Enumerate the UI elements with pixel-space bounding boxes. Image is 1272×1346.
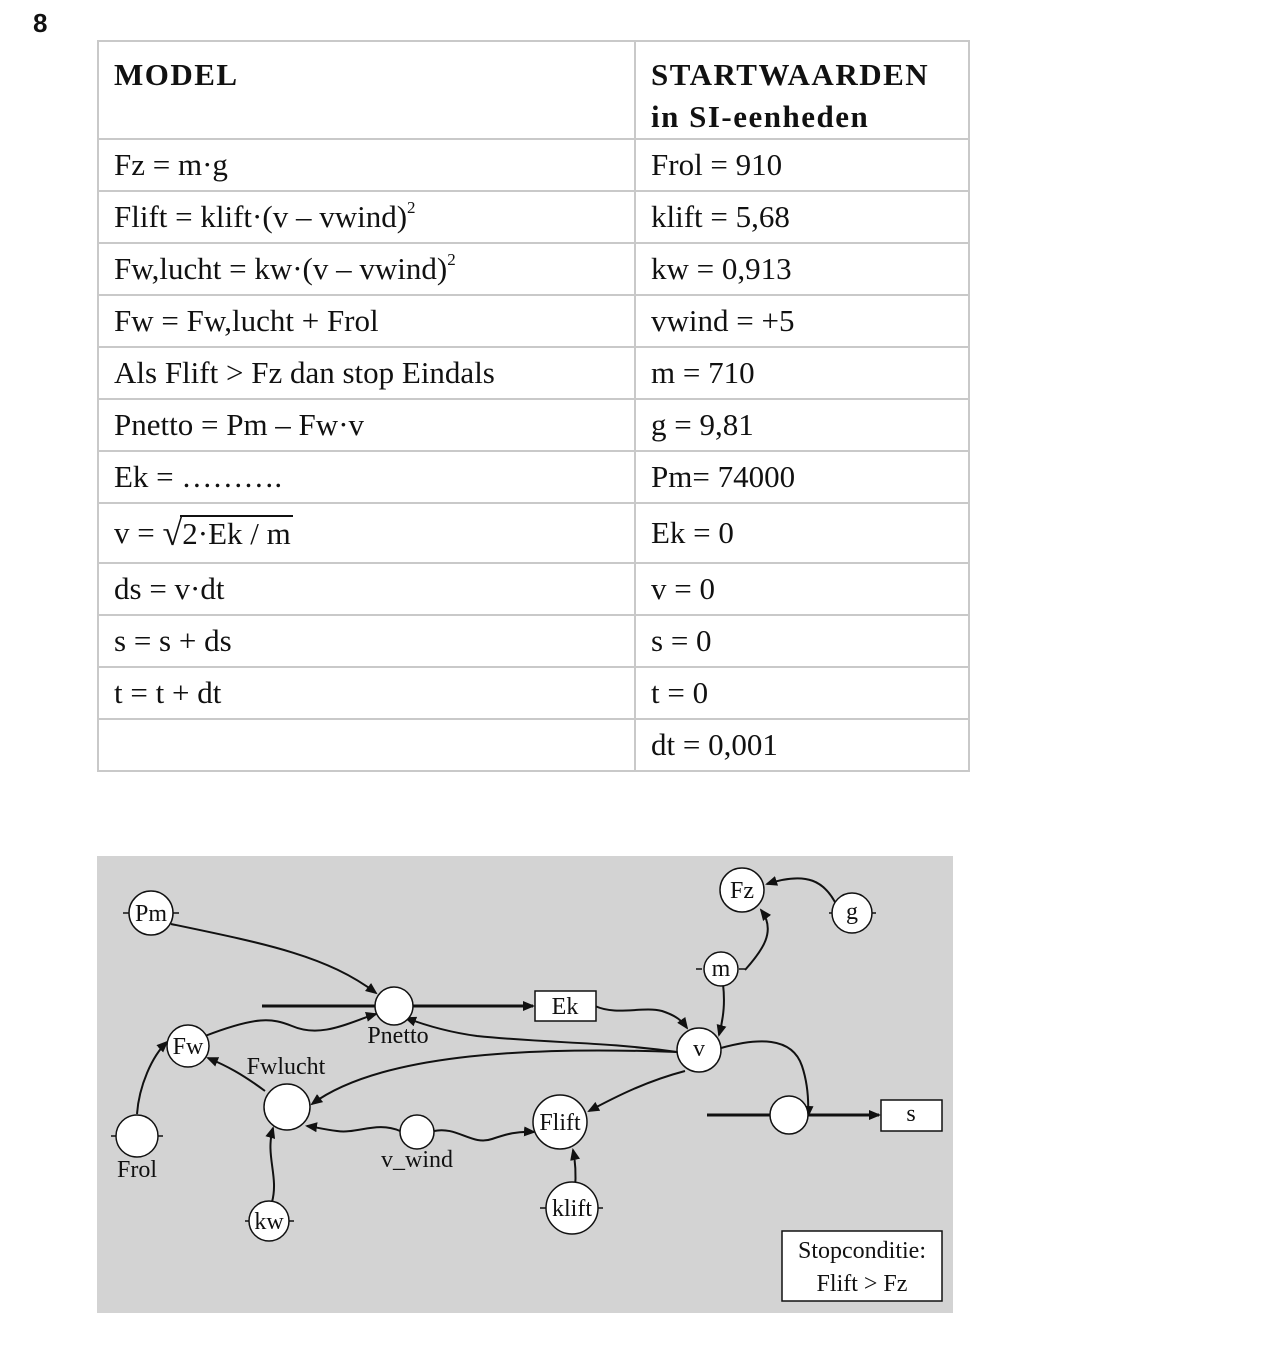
fw-label: Fw	[172, 1034, 204, 1060]
table-row	[98, 295, 969, 347]
sqrt-formula	[114, 515, 293, 551]
klift-label: klift	[552, 1196, 592, 1222]
startwaarden-column-header	[635, 41, 969, 139]
s-flow-valve	[770, 1096, 808, 1134]
exponent: 2	[407, 197, 416, 217]
table-row	[98, 399, 969, 451]
table-row	[98, 451, 969, 503]
model-cell: s = s + ds	[98, 615, 635, 667]
model-diagram	[97, 856, 953, 1313]
stop-condition-line1: Stopconditie:	[798, 1238, 926, 1264]
startwaarden-title: STARTWAARDEN	[651, 57, 930, 92]
start-cell: kw = 0,913	[635, 243, 969, 295]
s-label: s	[906, 1101, 916, 1127]
start-cell: dt = 0,001	[635, 719, 969, 771]
kw-label: kw	[254, 1209, 284, 1235]
ek-label: Ek	[551, 994, 579, 1020]
table-row	[98, 719, 969, 771]
g-label: g	[846, 899, 858, 925]
table-row	[98, 667, 969, 719]
start-cell: m = 710	[635, 347, 969, 399]
frol-node	[116, 1115, 158, 1157]
model-cell: ds = v·dt	[98, 563, 635, 615]
start-cell: Ek = 0	[635, 503, 969, 563]
model-formula: Flift = klift·(v – vwind)	[114, 199, 408, 234]
start-cell: s = 0	[635, 615, 969, 667]
m-label: m	[711, 956, 731, 982]
sqrt-sign: √	[162, 513, 183, 553]
question-number: 8	[33, 8, 48, 38]
table-row	[98, 139, 969, 191]
model-table	[97, 40, 970, 772]
model-cell	[98, 243, 635, 295]
pnetto-label: Pnetto	[367, 1023, 429, 1049]
v-label: v	[693, 1036, 705, 1062]
start-cell: Pm= 74000	[635, 451, 969, 503]
model-cell: Fw = Fw,lucht + Frol	[98, 295, 635, 347]
fwlucht-label: Fwlucht	[246, 1054, 326, 1080]
model-cell	[98, 191, 635, 243]
model-cell: Ek = ……….	[98, 451, 635, 503]
exponent: 2	[447, 249, 456, 269]
pnetto-valve	[375, 987, 413, 1025]
model-cell	[98, 719, 635, 771]
model-cell	[98, 503, 635, 563]
table-row	[98, 347, 969, 399]
vwind-node	[400, 1115, 434, 1149]
start-cell: vwind = +5	[635, 295, 969, 347]
table-row	[98, 615, 969, 667]
frol-label: Frol	[116, 1157, 158, 1183]
fwlucht-node	[264, 1084, 310, 1130]
flift-label: Flift	[539, 1110, 581, 1136]
model-cell: Als Flift > Fz dan stop Eindals	[98, 347, 635, 399]
table-row	[98, 503, 969, 563]
start-cell: Frol = 910	[635, 139, 969, 191]
pm-label: Pm	[134, 901, 168, 927]
model-column-header: MODEL	[98, 41, 635, 139]
start-cell: klift = 5,68	[635, 191, 969, 243]
table-header-row	[98, 41, 969, 139]
sqrt-prefix: v =	[114, 515, 155, 550]
start-cell: g = 9,81	[635, 399, 969, 451]
start-cell: t = 0	[635, 667, 969, 719]
model-cell: Fz = m·g	[98, 139, 635, 191]
table-row	[98, 563, 969, 615]
table-row	[98, 191, 969, 243]
start-cell: v = 0	[635, 563, 969, 615]
table-row	[98, 243, 969, 295]
startwaarden-subtitle: in SI-eenheden	[651, 99, 870, 134]
fz-label: Fz	[730, 878, 754, 904]
model-formula: Fw,lucht = kw·(v – vwind)	[114, 251, 448, 286]
stop-condition-line2: Flift > Fz	[816, 1271, 908, 1297]
vwind-label: v_wind	[381, 1147, 453, 1173]
model-cell: t = t + dt	[98, 667, 635, 719]
model-cell: Pnetto = Pm – Fw·v	[98, 399, 635, 451]
sqrt-radicand: 2·Ek / m	[182, 516, 291, 551]
